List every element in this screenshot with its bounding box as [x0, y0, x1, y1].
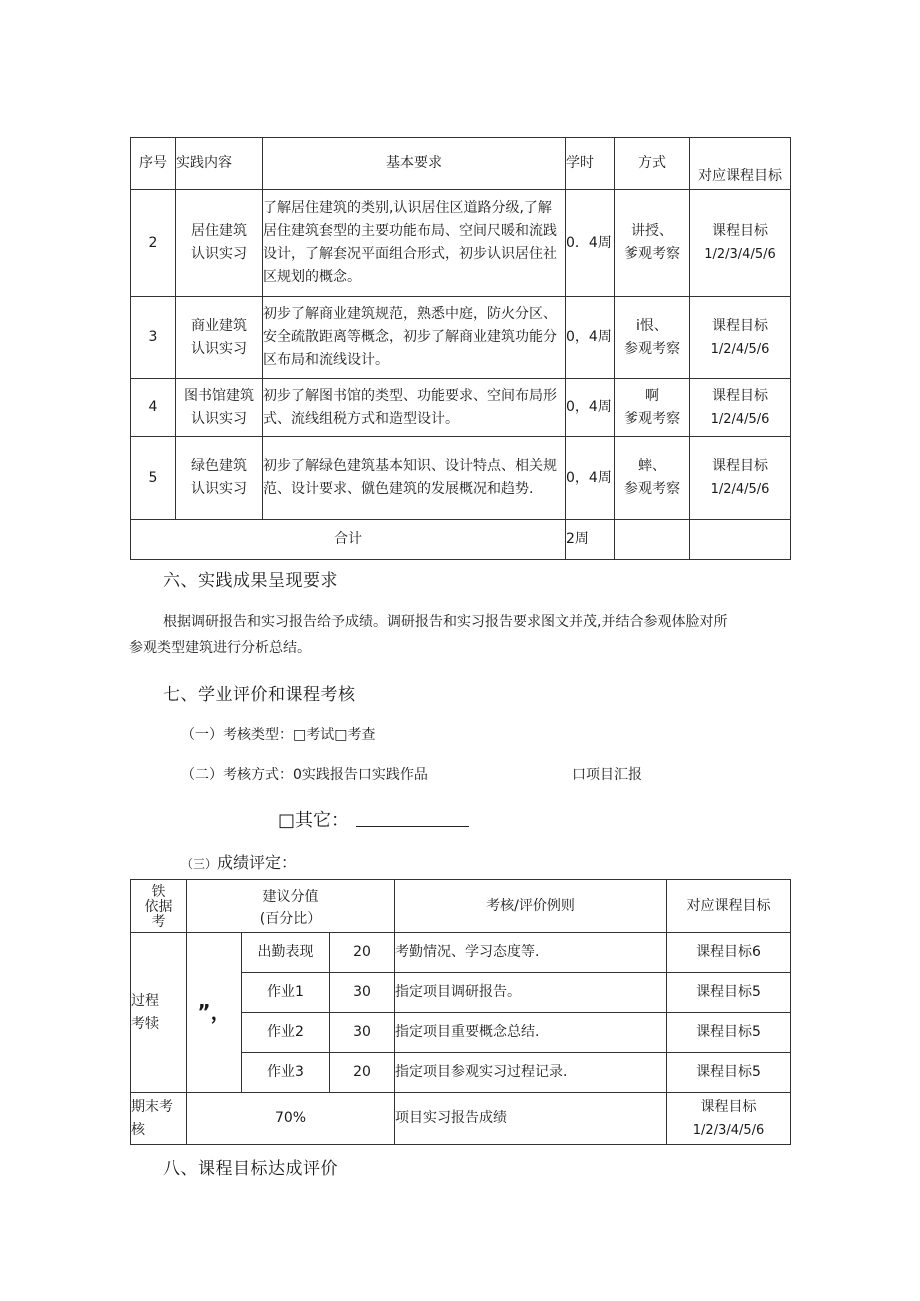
grading-main: 成绩评定： [217, 853, 298, 872]
row-hours: 0，4周 [566, 379, 615, 437]
item-score: 30 [330, 973, 395, 1013]
assess-method-project: 口项目汇报 [572, 767, 642, 783]
row-method: i恨、 参观考察 [615, 297, 690, 379]
header-goal: 对应课程目标 [667, 880, 791, 933]
section6-line2: 参观类型建筑进行分析总结。 [129, 640, 311, 656]
section6-line1: 根据调研报告和实习报告给予成绩。调研报告和实习报告要求图文并茂,并结合参观体脸对所 [163, 614, 728, 630]
row-no: 5 [131, 437, 176, 520]
item-score: 30 [330, 1013, 395, 1053]
header-content: 实践内容 [176, 138, 263, 190]
final-label: 期末考 核 [131, 1093, 187, 1145]
item-rule: 指定项目参观实习过程记录. [395, 1053, 667, 1093]
row-goal: 课程目标 1/2/4/5/6 [690, 379, 791, 437]
row-method: 蟀、 参观考察 [615, 437, 690, 520]
final-rule: 项目实习报告成绩 [395, 1093, 667, 1145]
header-basis: 铁 依据 考 [131, 880, 187, 933]
item-name: 出勤表现 [242, 933, 330, 973]
header-score: 建议分值 (百分比） [187, 880, 395, 933]
item-score: 20 [330, 1053, 395, 1093]
header-rules: 考核/评价例则 [395, 880, 667, 933]
process-mark: ”， [187, 933, 242, 1093]
table-row [131, 190, 791, 297]
item-name: 作业2 [242, 1013, 330, 1053]
assess-method: （二）考核方式：0实践报告口实践作品 [181, 767, 428, 783]
table-row [131, 297, 791, 379]
header-method: 方式 [615, 138, 690, 190]
other-label: □其它： [278, 810, 350, 831]
header-no: 序号 [131, 138, 176, 190]
section6-title: 六、实践成果呈现要求 [163, 571, 338, 591]
item-goal: 课程目标5 [667, 1013, 791, 1053]
row-no: 3 [131, 297, 176, 379]
practice-table [130, 137, 791, 560]
row-requirement: 初步了解绿色建筑基本知识、设计特点、相关规范、设计要求、僦色建筑的发展概况和趋势. [263, 437, 566, 520]
header-hours: 学时 [566, 138, 615, 190]
total-row [131, 520, 791, 560]
row-hours: 0．4周 [566, 190, 615, 297]
assess-type: （一）考核类型：□考试□考查 [181, 727, 376, 743]
item-goal: 课程目标5 [667, 1053, 791, 1093]
row-requirement: 初步了解图书馆的类型、功能要求、空间布局形式、流线组税方式和造型设计。 [263, 379, 566, 437]
total-goal [690, 520, 791, 560]
row-method: 啊 爹观考察 [615, 379, 690, 437]
final-score: 70% [187, 1093, 395, 1145]
item-rule: 指定项目调研报告。 [395, 973, 667, 1013]
item-goal: 课程目标5 [667, 973, 791, 1013]
grading-prefix: （三） [181, 857, 218, 871]
item-rule: 指定项目重要概念总结. [395, 1013, 667, 1053]
table-row [131, 933, 791, 973]
table-row [131, 437, 791, 520]
total-label: 合计 [131, 520, 566, 560]
row-content: 图书馆建筑 认识实习 [176, 379, 263, 437]
row-goal: 课程目标 1/2/4/5/6 [690, 437, 791, 520]
final-goal: 课程目标 1/2/3/4/5/6 [667, 1093, 791, 1145]
item-name: 作业3 [242, 1053, 330, 1093]
item-score: 20 [330, 933, 395, 973]
row-content: 商业建筑 认识实习 [176, 297, 263, 379]
section6-paragraph [129, 609, 803, 661]
item-goal: 课程目标6 [667, 933, 791, 973]
process-label: 过程 考犊 [131, 933, 187, 1093]
row-goal: 课程目标 1/2/3/4/5/6 [690, 190, 791, 297]
total-hours: 2周 [566, 520, 615, 560]
grade-table-header [131, 880, 791, 933]
row-goal: 课程目标 1/2/4/5/6 [690, 297, 791, 379]
row-no: 4 [131, 379, 176, 437]
other-blank-line [356, 826, 469, 827]
section7-title: 七、学业评价和课程考核 [163, 685, 356, 705]
grading-title [181, 850, 297, 873]
final-row [131, 1093, 791, 1145]
row-content: 居住建筑 认识实习 [176, 190, 263, 297]
row-no: 2 [131, 190, 176, 297]
row-requirement: 了解居住建筑的类别,认识居住区道路分级,了解居住建筑套型的主要功能布局、空间尺暖和流践设计，了解套况平面组合形式，初步认识居住社区规划的概念。 [263, 190, 566, 297]
table-row [131, 379, 791, 437]
header-goal: 对应课程目标 [690, 138, 791, 190]
header-requirement: 基本要求 [263, 138, 566, 190]
section8-title: 八、课程目标达成评价 [163, 1159, 338, 1179]
row-content: 绿色建筑 认识实习 [176, 437, 263, 520]
row-requirement: 初步了解商业建筑规范，熟悉中庭，防火分区、安全疏散距离等概念，初步了解商业建筑功能分区布局和流线设计。 [263, 297, 566, 379]
item-rule: 考勤情况、学习态度等. [395, 933, 667, 973]
row-hours: 0，4周 [566, 297, 615, 379]
grade-table [130, 879, 791, 1145]
item-name: 作业1 [242, 973, 330, 1013]
total-method [615, 520, 690, 560]
row-method: 讲授、 爹观考察 [615, 190, 690, 297]
row-hours: 0，4周 [566, 437, 615, 520]
practice-table-header [131, 138, 791, 190]
